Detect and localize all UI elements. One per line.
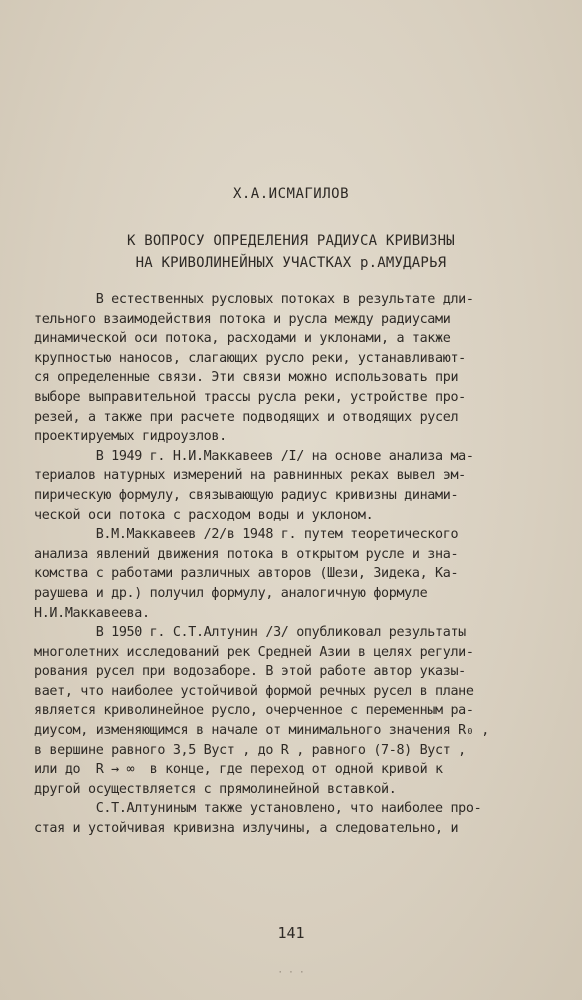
article-body xyxy=(34,290,510,839)
author-name: Х.А.ИСМАГИЛОВ xyxy=(232,186,350,202)
body-line: диусом, изменяющимся в начале от минимального значения R₀ , xyxy=(34,723,489,739)
page-number: 141 xyxy=(277,924,305,942)
body-line: В.М.Маккавеев /2/в 1948 г. путем теоретического xyxy=(34,527,459,543)
body-line: ческой оси потока с расходом воды и уклоном. xyxy=(34,507,374,523)
body-line: в вершине равного 3,5 Bуст , до R , равного (7-8) Bуст , xyxy=(34,742,466,758)
body-line: комства с работами различных авторов (Шези, Зидека, Ка- xyxy=(34,566,459,582)
body-line: В 1950 г. С.Т.Алтунин /3/ опубликовал результаты xyxy=(34,625,466,641)
body-line: ся определенные связи. Эти связи можно использовать при xyxy=(34,370,459,386)
body-line: тельного взаимодействия потока и русла между радиусами xyxy=(34,311,451,327)
body-line: териалов натурных измерений на равнинных реках вывел эм- xyxy=(34,468,466,484)
body-line: В естественных русловых потоках в результате дли- xyxy=(34,292,474,307)
article-title xyxy=(0,230,582,274)
footer-mark: · · · xyxy=(277,968,305,978)
body-line: многолетних исследований рек Средней Азии в целях регули- xyxy=(34,644,474,660)
body-line: или до R → ∞ в конце, где переход от одной кривой к xyxy=(34,762,443,778)
body-line: является криволинейное русло, очерченное с переменным ра- xyxy=(34,703,474,719)
body-line: Н.И.Маккавеева. xyxy=(34,605,150,621)
body-line: пирическую формулу, связывающую радиус кривизны динами- xyxy=(34,487,459,503)
body-line: другой осуществляется с прямолинейной вставкой. xyxy=(34,781,397,797)
body-line: крупностью наносов, слагающих русло реки, устанавливают- xyxy=(34,350,466,366)
body-line: выборе выправительной трассы русла реки, устройстве про- xyxy=(34,389,466,405)
body-line: В 1949 г. Н.И.Маккавеев /I/ на основе анализа ма- xyxy=(34,448,474,464)
body-line: динамической оси потока, расходами и уклонами, а также xyxy=(34,331,451,347)
body-line: стая и устойчивая кривизна излучины, а следовательно, и xyxy=(34,821,459,837)
body-line: раушева и др.) получил формулу, аналогичную формуле xyxy=(34,585,428,601)
title-line: НА КРИВОЛИНЕЙНЫХ УЧАСТКАХ р.АМУДАРЬЯ xyxy=(135,255,447,271)
title-line: К ВОПРОСУ ОПРЕДЕЛЕНИЯ РАДИУСА КРИВИЗНЫ xyxy=(127,233,455,249)
body-line: анализа явлений движения потока в открытом русле и зна- xyxy=(34,546,459,562)
body-line: проектируемых гидроузлов. xyxy=(34,429,227,445)
body-line: С.Т.Алтуниным также установлено, что наиболее про- xyxy=(34,801,482,817)
body-line: вает, что наиболее устойчивой формой речных русел в плане xyxy=(34,683,474,699)
body-line: резей, а также при расчете подводящих и отводящих русел xyxy=(34,409,459,425)
body-line: рования русел при водозаборе. В этой работе автор указы- xyxy=(34,664,466,680)
